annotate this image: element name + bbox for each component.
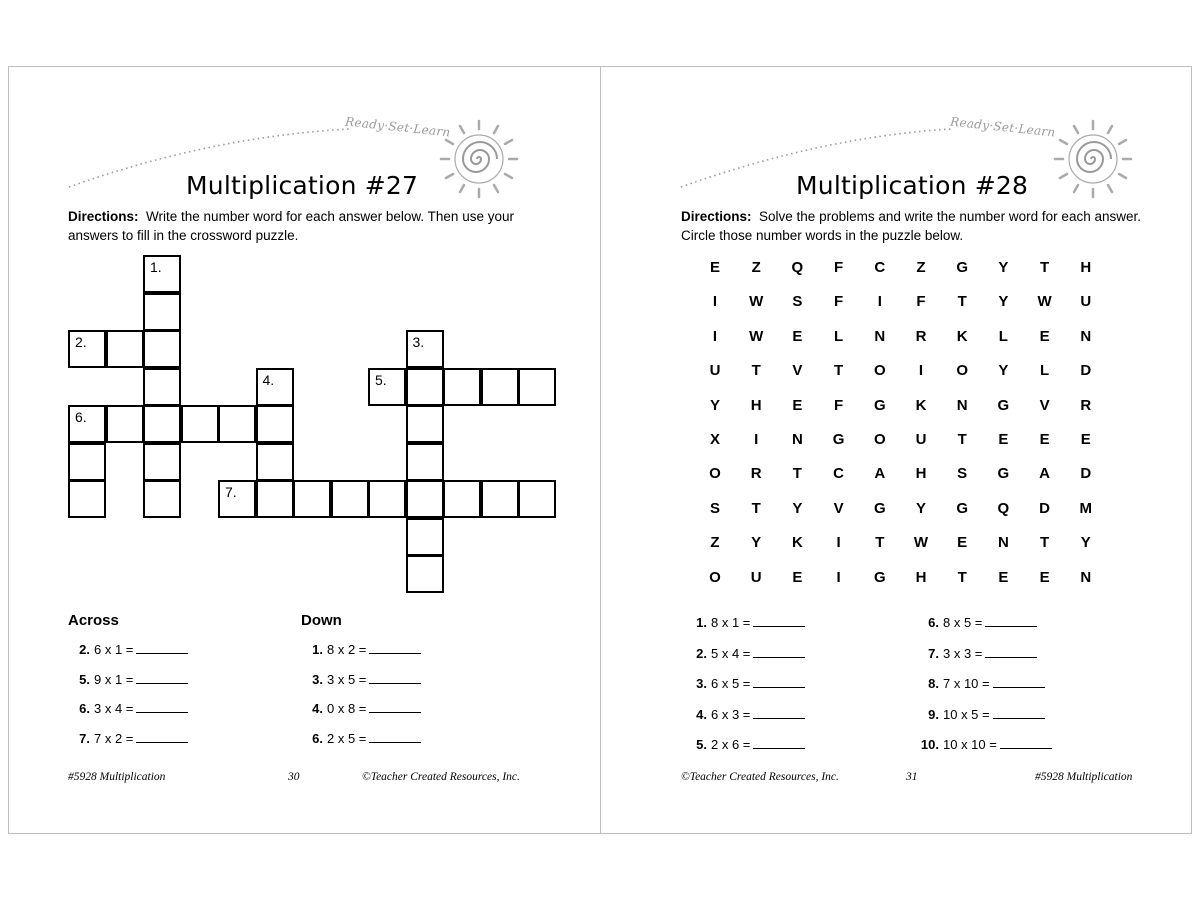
crossword-cell[interactable] [143, 443, 181, 481]
word-search-letter[interactable]: G [873, 499, 886, 517]
footer-left: #5928 Multiplication [68, 771, 166, 783]
word-search-letter[interactable]: Y [1080, 534, 1091, 552]
problem-text: 5 x 4 = [711, 645, 751, 661]
problem-text: 7 x 10 = [943, 676, 990, 691]
word-search-letter[interactable]: T [875, 534, 885, 552]
answer-blank[interactable] [136, 730, 188, 743]
word-search-letter[interactable]: U [709, 362, 721, 380]
directions-text: Write the number word for each answer below. Then use your answers to fill in the crossword puzzle. [68, 209, 514, 243]
crossword-cell[interactable] [106, 405, 144, 443]
clue-number: 6. [75, 409, 87, 425]
word-search-letter[interactable]: H [1080, 259, 1092, 276]
word-search-letter[interactable]: G [956, 259, 969, 276]
crossword-cell[interactable] [68, 405, 106, 443]
problem-text: 3 x 5 = [327, 671, 367, 687]
word-search-letter[interactable]: T [751, 362, 761, 380]
answer-blank[interactable] [993, 675, 1045, 688]
problem-text: 8 x 1 = [711, 615, 751, 630]
problem-item [68, 700, 188, 716]
word-search-letter[interactable]: G [997, 396, 1010, 414]
word-search-letter[interactable]: T [834, 362, 844, 380]
directions-label: Directions: [68, 209, 139, 224]
word-search-letter[interactable]: G [873, 396, 886, 414]
word-search-letter[interactable]: T [957, 431, 967, 448]
word-search-letter[interactable]: E [792, 327, 803, 345]
word-search-letter[interactable]: M [1079, 499, 1093, 517]
crossword-cell[interactable] [481, 480, 519, 518]
answer-blank[interactable] [753, 614, 805, 627]
word-search-letter[interactable]: L [834, 327, 844, 345]
answer-blank[interactable] [753, 645, 805, 658]
answer-blank[interactable] [753, 706, 805, 719]
directions [681, 207, 1151, 245]
answer-blank[interactable] [369, 671, 421, 684]
problem-text: 7 x 2 = [94, 730, 134, 746]
word-search-letter[interactable]: S [709, 499, 720, 517]
answer-blank[interactable] [985, 614, 1037, 627]
crossword-cell[interactable] [368, 480, 406, 518]
crossword-cell[interactable] [406, 443, 444, 481]
crossword-cell[interactable] [293, 480, 331, 518]
problem-item [68, 671, 188, 687]
word-search-letter[interactable]: H [915, 568, 927, 586]
word-search-letter[interactable]: H [915, 465, 927, 483]
crossword-cell[interactable] [143, 405, 181, 443]
problem-item [301, 700, 421, 716]
answer-blank[interactable] [753, 736, 805, 749]
crossword-cell[interactable] [406, 405, 444, 443]
clue-number: 4. [262, 371, 275, 388]
crossword-cell[interactable] [143, 330, 181, 368]
word-search-letter[interactable]: I [754, 431, 759, 448]
problem-item [685, 675, 805, 691]
book-spread [8, 66, 1192, 834]
word-search-letter[interactable]: I [836, 534, 841, 552]
problem-item [917, 675, 1045, 691]
problem-item [917, 614, 1037, 630]
crossword-cell[interactable] [256, 480, 294, 518]
problem-text: 10 x 10 = [943, 737, 997, 752]
problem-number: 4. [696, 706, 707, 722]
problem-number: 4. [312, 701, 323, 716]
brand-label: Ready·Set·Learn [344, 114, 452, 140]
crossword-cell[interactable] [406, 368, 444, 406]
answer-blank[interactable] [369, 641, 421, 654]
crossword-cell[interactable] [181, 405, 219, 443]
word-search-letter[interactable]: E [1080, 431, 1091, 448]
word-search-letter[interactable]: T [1040, 534, 1050, 552]
word-search-letter[interactable]: A [1039, 465, 1051, 483]
word-search-letter[interactable]: X [709, 431, 720, 448]
problem-text: 6 x 1 = [94, 642, 134, 657]
word-search-letter[interactable]: C [874, 259, 886, 276]
directions-label: Directions: [681, 209, 752, 224]
problem-item [68, 730, 188, 746]
crossword-cell[interactable] [256, 405, 294, 443]
word-search-letter[interactable]: S [792, 293, 803, 311]
clue-number: 5. [375, 371, 387, 388]
crossword-cell[interactable] [68, 443, 106, 481]
word-search-letter[interactable]: V [1039, 396, 1050, 414]
word-search-letter[interactable]: E [998, 568, 1009, 586]
word-search-letter[interactable]: T [957, 293, 967, 311]
word-search-letter[interactable]: F [834, 293, 844, 311]
word-search-letter[interactable]: S [957, 465, 968, 483]
problem-number: 7. [79, 730, 90, 746]
word-search-letter[interactable]: E [1039, 568, 1050, 586]
crossword-cell[interactable] [106, 330, 144, 368]
crossword-cell[interactable] [143, 293, 181, 331]
page-number: 31 [906, 771, 918, 783]
word-search-letter[interactable]: R [915, 327, 927, 345]
word-search-letter[interactable]: I [918, 362, 924, 380]
word-search-letter[interactable]: Y [998, 362, 1009, 380]
word-search-letter[interactable]: Y [998, 293, 1009, 311]
crossword-cell[interactable] [218, 405, 256, 443]
clue-number: 7. [225, 484, 237, 500]
problem-item [917, 706, 1045, 722]
page-left [9, 67, 601, 833]
problem-text: 6 x 3 = [711, 706, 751, 722]
word-search-letter[interactable]: E [957, 534, 968, 552]
problem-number: 6. [79, 701, 90, 716]
crossword-cell[interactable] [443, 480, 481, 518]
word-search-letter[interactable]: Q [997, 499, 1010, 517]
word-search-letter[interactable]: O [709, 568, 721, 586]
answer-blank[interactable] [136, 641, 188, 654]
word-search-letter[interactable]: O [956, 362, 969, 380]
problem-item [68, 641, 188, 657]
word-search-letter[interactable]: Z [916, 259, 926, 276]
page-number: 30 [288, 771, 300, 783]
word-search-letter[interactable]: W [1037, 293, 1052, 311]
problem-text: 9 x 1 = [94, 671, 134, 687]
word-search-letter[interactable]: E [998, 431, 1009, 448]
problem-item [917, 645, 1037, 661]
word-search-letter[interactable]: Q [791, 259, 804, 276]
problem-item [685, 614, 805, 630]
sun-swirl-icon [1055, 121, 1131, 197]
word-search-letter[interactable]: C [833, 465, 845, 483]
word-search-letter[interactable]: U [750, 568, 762, 586]
word-search-letter[interactable]: N [956, 396, 968, 414]
answer-blank[interactable] [369, 700, 421, 713]
problem-item [917, 736, 1052, 752]
problem-number: 2. [79, 642, 90, 657]
word-search-letter[interactable]: O [709, 465, 721, 483]
problem-number: 3. [696, 676, 707, 691]
problem-number: 6. [312, 730, 323, 746]
page-title: Multiplication #28 [796, 171, 1029, 200]
word-search-letter[interactable]: U [915, 431, 927, 448]
word-search-letter[interactable]: E [1039, 431, 1050, 448]
answer-blank[interactable] [1000, 736, 1052, 749]
answer-blank[interactable] [753, 675, 805, 688]
word-search-letter[interactable]: G [873, 568, 886, 586]
word-search-letter[interactable]: W [749, 293, 764, 311]
word-search-letter[interactable]: G [956, 499, 969, 517]
clue-number: 2. [75, 334, 87, 350]
problem-number: 8. [928, 676, 939, 691]
word-search-letter[interactable]: D [1080, 465, 1092, 483]
word-search-letter[interactable]: Z [710, 534, 720, 552]
problem-item [685, 706, 805, 722]
answer-blank[interactable] [993, 706, 1045, 719]
clue-number: 1. [150, 259, 162, 275]
crossword-cell[interactable] [443, 368, 481, 406]
word-search-letter[interactable]: F [916, 293, 926, 311]
word-search-letter[interactable]: E [792, 396, 803, 414]
problem-text: 2 x 5 = [327, 730, 367, 746]
answer-blank[interactable] [985, 645, 1037, 658]
word-search-letter[interactable]: D [1080, 362, 1092, 380]
problem-text: 8 x 5 = [943, 615, 983, 630]
footer-right: ©Teacher Created Resources, Inc. [362, 771, 520, 783]
crossword-cell[interactable] [218, 480, 256, 518]
problem-number: 5. [696, 737, 707, 752]
problem-number: 1. [312, 642, 323, 657]
problem-text: 10 x 5 = [943, 706, 990, 722]
word-search-letter[interactable]: I [712, 293, 718, 311]
problem-number: 5. [79, 671, 90, 687]
footer-right: #5928 Multiplication [1035, 771, 1133, 783]
word-search-letter[interactable]: I [836, 568, 841, 586]
word-search-letter[interactable]: F [834, 396, 844, 414]
crossword-cell[interactable] [143, 255, 181, 293]
problem-item [685, 645, 805, 661]
word-search-letter[interactable]: K [915, 396, 927, 414]
word-search-letter[interactable]: E [792, 568, 803, 586]
word-search-letter[interactable]: T [751, 499, 761, 517]
word-search-letter[interactable]: O [873, 431, 886, 448]
word-search-letter[interactable]: K [791, 534, 803, 552]
word-search-letter[interactable]: L [998, 327, 1008, 345]
brand-label: Ready·Set·Learn [949, 114, 1057, 140]
word-search-letter[interactable]: T [1040, 259, 1050, 276]
crossword-cell[interactable] [518, 480, 556, 518]
word-search-letter[interactable]: T [792, 465, 802, 483]
crossword-cell[interactable] [481, 368, 519, 406]
word-search-letter[interactable]: R [750, 465, 762, 483]
problem-text: 8 x 2 = [327, 642, 367, 657]
crossword-grid [9, 67, 599, 627]
word-search-letter[interactable]: N [791, 431, 803, 448]
word-search-letter[interactable]: A [874, 465, 886, 483]
crossword-cell[interactable] [368, 368, 406, 406]
word-search-letter[interactable]: Y [792, 499, 803, 517]
crossword-cell[interactable] [406, 518, 444, 556]
problem-number: 6. [928, 615, 939, 630]
problem-number: 9. [928, 706, 939, 722]
crossword-cell[interactable] [406, 480, 444, 518]
crossword-cell[interactable] [143, 368, 181, 406]
problem-text: 3 x 4 = [94, 701, 134, 716]
problem-item [301, 730, 421, 746]
word-search-letter[interactable]: I [712, 327, 718, 345]
word-search-letter[interactable]: Y [998, 259, 1009, 276]
answer-blank[interactable] [136, 700, 188, 713]
word-search-letter[interactable]: N [1080, 568, 1092, 586]
problem-item [685, 736, 805, 752]
crossword-cell[interactable] [143, 480, 181, 518]
word-search-letter[interactable]: H [750, 396, 762, 414]
problem-number: 2. [696, 645, 707, 661]
word-search-letter[interactable]: L [1040, 362, 1050, 380]
crossword-cell[interactable] [406, 555, 444, 593]
page-title: Multiplication #27 [186, 171, 419, 200]
crossword-cell[interactable] [406, 330, 444, 368]
word-search-letter[interactable]: E [709, 259, 720, 276]
crossword-cell[interactable] [256, 443, 294, 481]
word-search-letter[interactable]: N [874, 327, 886, 345]
word-search-letter[interactable]: O [873, 362, 886, 380]
word-search-letter[interactable]: I [877, 293, 882, 311]
problem-text: 6 x 5 = [711, 676, 751, 691]
word-search-letter[interactable]: G [832, 431, 845, 448]
word-search-letter[interactable]: U [1080, 293, 1092, 311]
word-search-letter[interactable]: T [957, 568, 967, 586]
page-right [601, 67, 1191, 833]
answer-blank[interactable] [369, 730, 421, 743]
word-search-letter[interactable]: V [833, 499, 844, 517]
down-heading: Down [301, 612, 342, 629]
word-search-letter[interactable]: K [956, 327, 968, 345]
problem-number: 10. [920, 737, 939, 752]
problem-text: 2 x 6 = [711, 737, 751, 752]
problem-text: 3 x 3 = [943, 645, 983, 661]
across-heading: Across [68, 612, 119, 629]
crossword-cell[interactable] [68, 330, 106, 368]
crossword-cell[interactable] [518, 368, 556, 406]
problem-item [301, 671, 421, 687]
word-search-letter[interactable]: Z [751, 259, 761, 276]
problem-number: 7. [928, 645, 939, 661]
problem-text: 0 x 8 = [327, 701, 367, 716]
problem-number: 3. [312, 671, 323, 687]
word-search-letter[interactable]: V [792, 362, 803, 380]
clue-number: 3. [412, 334, 425, 350]
word-search-letter[interactable]: Y [915, 499, 926, 517]
word-search-letter[interactable]: D [1039, 499, 1051, 517]
crossword-cell[interactable] [68, 480, 106, 518]
answer-blank[interactable] [136, 671, 188, 684]
directions-text: Solve the problems and write the number word for each answer. Circle those number words in the puzzle below. [681, 209, 1141, 243]
crossword-cell[interactable] [256, 368, 294, 406]
word-search-letter[interactable]: F [834, 259, 844, 276]
word-search-letter[interactable]: E [1039, 327, 1050, 345]
word-search-letter[interactable]: Y [751, 534, 762, 552]
word-search-letter[interactable]: Y [709, 396, 720, 414]
word-search-letter[interactable]: N [997, 534, 1009, 552]
word-search-letter[interactable]: G [997, 465, 1010, 483]
footer-left: ©Teacher Created Resources, Inc. [681, 771, 839, 783]
word-search-letter[interactable]: W [749, 327, 764, 345]
word-search-letter[interactable]: R [1080, 396, 1092, 414]
problem-number: 1. [696, 615, 707, 630]
problem-item [301, 641, 421, 657]
word-search-letter[interactable]: W [913, 534, 929, 552]
crossword-cell[interactable] [331, 480, 369, 518]
word-search-letter[interactable]: N [1080, 327, 1092, 345]
